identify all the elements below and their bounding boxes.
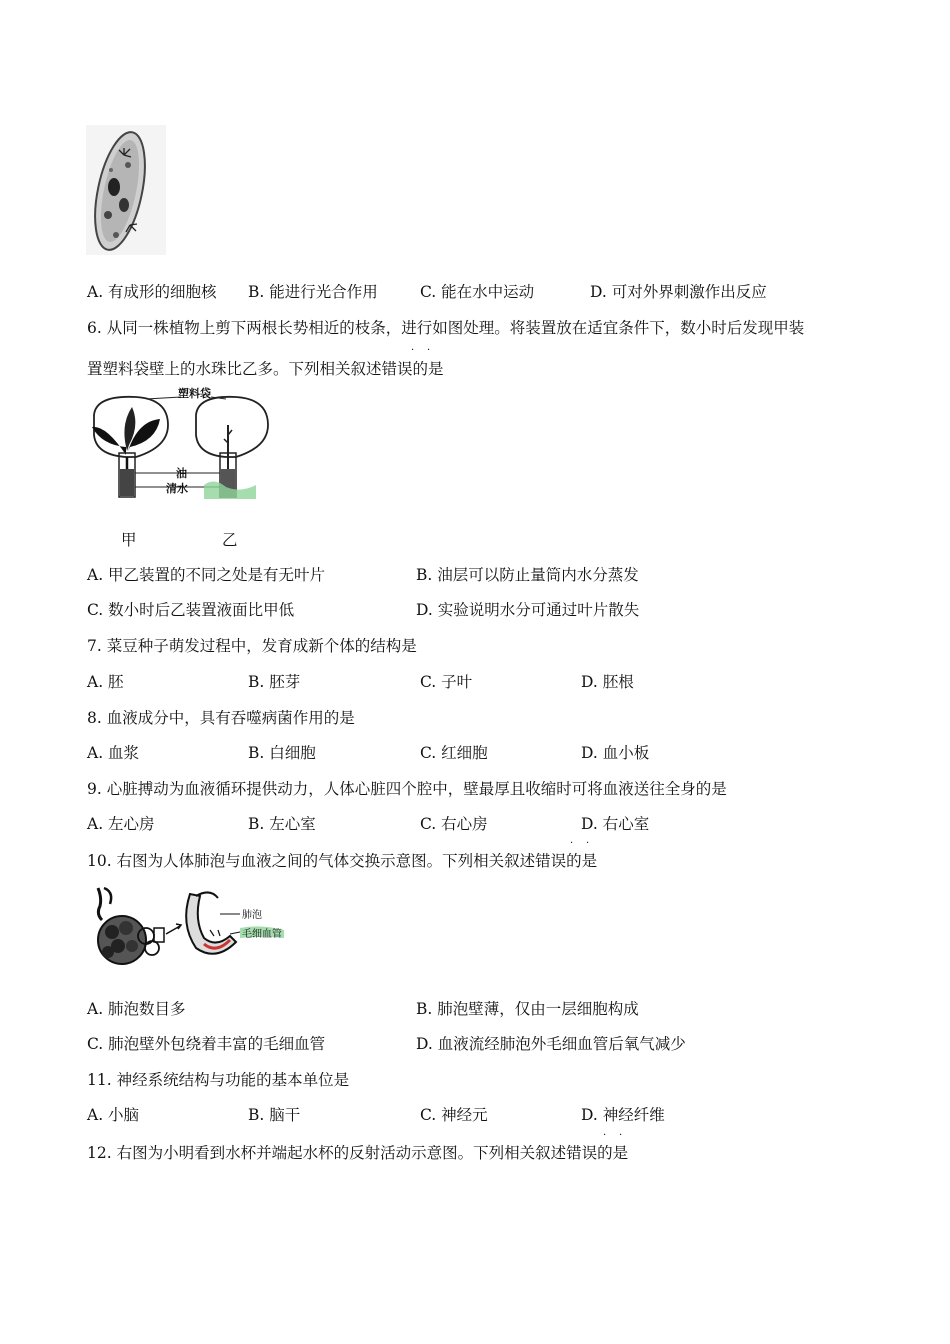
q9-stem: 9. 心脏搏动为血液循环提供动力，人体心脏四个腔中，壁最厚且收缩时可将血液送往全身的是 bbox=[87, 780, 727, 798]
q11-option-b: B. 脑干 bbox=[248, 1106, 301, 1124]
label-jia: 甲 bbox=[121, 531, 137, 549]
q7-option-a: A. 胚 bbox=[87, 673, 124, 691]
label-capillary: 毛细血管 bbox=[242, 929, 282, 940]
q7-option-d: D. 胚根 bbox=[581, 673, 634, 691]
q9-option-a: A. 左心房 bbox=[87, 815, 155, 833]
q7-stem: 7. 菜豆种子萌发过程中，发育成新个体的结构是 bbox=[87, 637, 417, 655]
q5-option-b: B. 能进行光合作用 bbox=[248, 283, 378, 301]
emphasis-dot: · bbox=[619, 1130, 623, 1141]
q11-option-d: D. 神经纤维 bbox=[581, 1106, 665, 1124]
q10-stem: 10. 右图为人体肺泡与血液之间的气体交换示意图。下列相关叙述错误的是 bbox=[87, 852, 598, 870]
q8-option-a: A. 血浆 bbox=[87, 744, 140, 762]
q5-option-a: A. 有成形的细胞核 bbox=[87, 283, 217, 301]
q8-option-b: B. 白细胞 bbox=[248, 744, 316, 762]
q7-option-b: B. 胚芽 bbox=[248, 673, 301, 691]
label-plastic-bag: 塑料袋 bbox=[178, 387, 211, 400]
q10-option-c: C. 肺泡壁外包绕着丰富的毛细血管 bbox=[87, 1035, 326, 1053]
q6-option-a: A. 甲乙装置的不同之处是有无叶片 bbox=[87, 566, 326, 584]
q12-stem: 12. 右图为小明看到水杯并端起水杯的反射活动示意图。下列相关叙述错误的是 bbox=[87, 1144, 629, 1162]
q10-option-a: A. 肺泡数目多 bbox=[87, 1000, 186, 1018]
q11-stem: 11. 神经系统结构与功能的基本单位是 bbox=[87, 1071, 350, 1089]
q9-option-d: D. 右心室 bbox=[581, 815, 650, 833]
q11-option-c: C. 神经元 bbox=[420, 1106, 488, 1124]
q7-option-c: C. 子叶 bbox=[420, 673, 473, 691]
emphasis-dot: · bbox=[411, 345, 415, 356]
q8-stem: 8. 血液成分中，具有吞噬病菌作用的是 bbox=[87, 709, 355, 727]
q8-option-d: D. 血小板 bbox=[581, 744, 650, 762]
q6-option-d: D. 实验说明水分可通过叶片散失 bbox=[416, 601, 640, 619]
q6-option-c: C. 数小时后乙装置液面比甲低 bbox=[87, 601, 295, 619]
label-yi: 乙 bbox=[222, 531, 238, 549]
q6-stem-line1: 6. 从同一株植物上剪下两根长势相近的枝条，进行如图处理。将装置放在适宜条件下，数小时后发现甲装 bbox=[87, 319, 805, 337]
label-water: 清水 bbox=[166, 482, 188, 495]
q11-option-a: A. 小脑 bbox=[87, 1106, 140, 1124]
q6-option-b: B. 油层可以防止量筒内水分蒸发 bbox=[416, 566, 639, 584]
q5-option-d: D. 可对外界刺激作出反应 bbox=[590, 283, 767, 301]
emphasis-dot: · bbox=[603, 1130, 607, 1141]
q10-option-b: B. 肺泡壁薄，仅由一层细胞构成 bbox=[416, 1000, 639, 1018]
q8-option-c: C. 红细胞 bbox=[420, 744, 488, 762]
q9-option-b: B. 左心室 bbox=[248, 815, 316, 833]
q5-option-c: C. 能在水中运动 bbox=[420, 283, 535, 301]
q9-option-c: C. 右心房 bbox=[420, 815, 488, 833]
label-alveolus: 肺泡 bbox=[242, 910, 262, 921]
label-oil: 油 bbox=[176, 467, 187, 480]
emphasis-dot: · bbox=[570, 838, 574, 849]
emphasis-dot: · bbox=[586, 838, 590, 849]
q10-option-d: D. 血液流经肺泡外毛细血管后氧气减少 bbox=[416, 1035, 686, 1053]
emphasis-dot: · bbox=[427, 345, 431, 356]
q6-stem-line2: 置塑料袋壁上的水珠比乙多。下列相关叙述错误的是 bbox=[87, 360, 444, 378]
